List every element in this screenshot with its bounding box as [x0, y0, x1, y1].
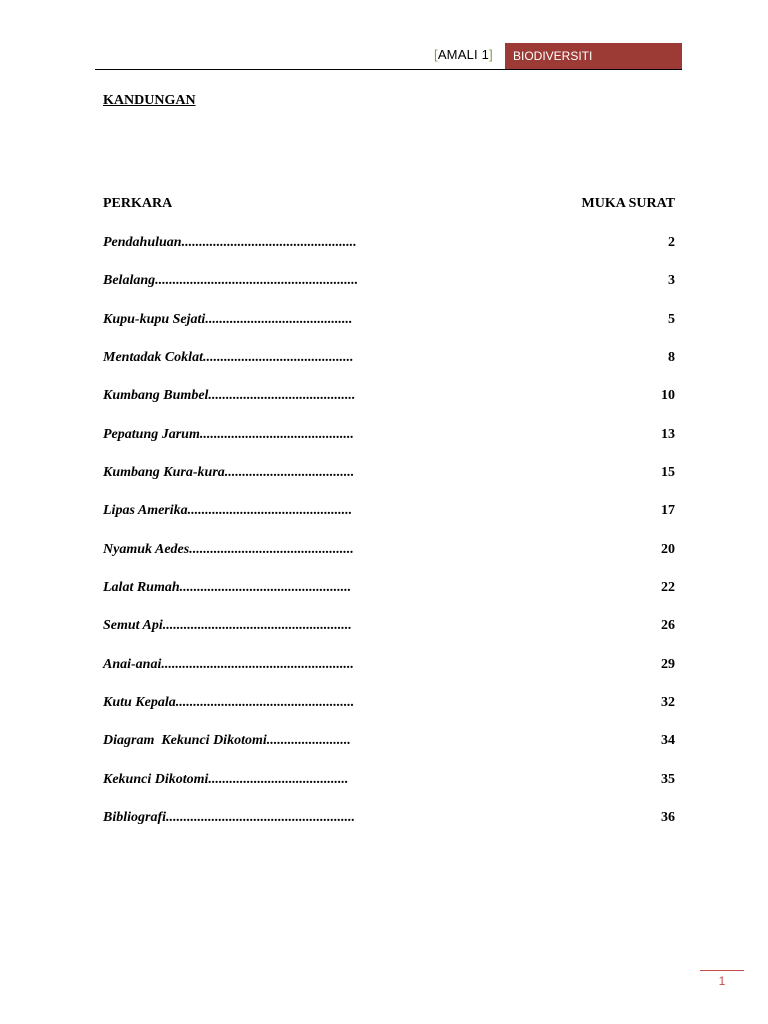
- toc-row: [103, 695, 675, 733]
- toc-page-number: 32: [661, 695, 675, 711]
- toc-entry: Kumbang Kura-kura.....................................: [103, 465, 355, 481]
- toc-entry: Lipas Amerika...............................................: [103, 503, 353, 519]
- toc-page-number: 26: [661, 618, 675, 634]
- table-of-contents: [103, 235, 675, 849]
- toc-page-number: 2: [668, 235, 675, 250]
- header-label: [434, 47, 493, 62]
- column-heading-muka-surat: MUKA SURAT: [581, 196, 675, 211]
- toc-entry: Lalat Rumah.................................................: [103, 580, 352, 596]
- toc-row: [103, 350, 675, 388]
- toc-page-number: 36: [661, 810, 675, 826]
- toc-row: [103, 465, 675, 503]
- toc-row: [103, 618, 675, 656]
- toc-page-number: 8: [668, 350, 675, 366]
- toc-row: [103, 388, 675, 426]
- toc-page-number: 3: [668, 273, 675, 289]
- toc-row: [103, 503, 675, 541]
- header-bracket-close: ]: [489, 47, 493, 62]
- toc-row: [103, 580, 675, 618]
- toc-entry: Kupu-kupu Sejati..........................................: [103, 311, 353, 327]
- toc-entry: Nyamuk Aedes...............................................: [103, 541, 354, 557]
- header-bracket-open: [: [434, 47, 438, 62]
- toc-row: [103, 772, 675, 810]
- header-label-text: AMALI 1: [437, 47, 490, 62]
- toc-page-number: 13: [661, 426, 675, 442]
- toc-page-number: 34: [661, 733, 675, 749]
- footer-rule: [700, 970, 744, 971]
- toc-page-number: 5: [668, 311, 675, 327]
- toc-entry: Mentadak Coklat...........................................: [103, 350, 354, 366]
- toc-page-number: 20: [661, 541, 675, 557]
- toc-row: [103, 235, 675, 273]
- toc-page-number: 15: [661, 465, 675, 481]
- toc-page-number: 35: [661, 771, 675, 787]
- toc-entry: Bibliografi......................................................: [103, 810, 356, 826]
- toc-entry: Semut Api......................................................: [103, 618, 352, 634]
- toc-entry: Diagram Kekunci Dikotomi........................: [103, 733, 351, 749]
- toc-entry: Belalang..........................................................: [103, 273, 359, 289]
- toc-page-number: 17: [661, 503, 675, 519]
- page-title: KANDUNGAN: [103, 93, 196, 108]
- toc-entry: Kumbang Bumbel..........................................: [103, 388, 356, 404]
- toc-row: [103, 427, 675, 465]
- toc-entry: Kekunci Dikotomi........................................: [103, 771, 349, 787]
- page-number: 1: [718, 974, 726, 988]
- toc-row: [103, 312, 675, 350]
- toc-row: [103, 273, 675, 311]
- toc-row: [103, 810, 675, 848]
- header-rule: [95, 69, 682, 70]
- toc-entry: Kutu Kepala...................................................: [103, 695, 355, 711]
- column-heading-perkara: PERKARA: [103, 196, 173, 211]
- toc-entry: Pendahuluan..................................................: [103, 235, 357, 250]
- toc-row: [103, 657, 675, 695]
- header-section-badge: BIODIVERSITI: [505, 43, 682, 69]
- toc-entry: Anai-anai.......................................................: [103, 656, 354, 672]
- toc-entry: Pepatung Jarum............................................: [103, 426, 354, 442]
- toc-row: [103, 542, 675, 580]
- toc-row: [103, 733, 675, 771]
- toc-page-number: 22: [661, 580, 675, 596]
- toc-page-number: 29: [661, 656, 675, 672]
- toc-page-number: 10: [661, 388, 675, 404]
